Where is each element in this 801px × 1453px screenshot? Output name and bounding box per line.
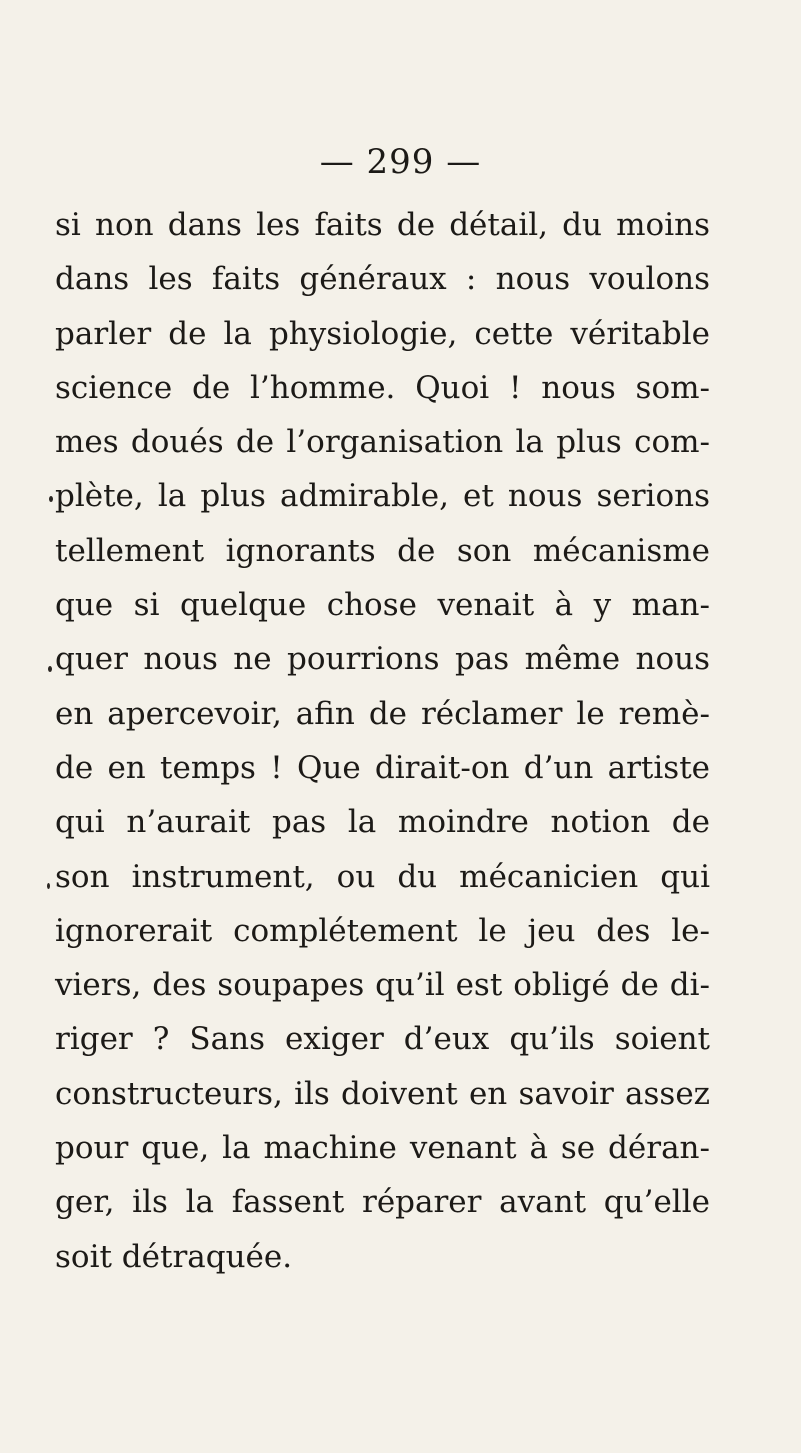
text-line: que si quelque chose venait à y man- [55,587,710,624]
print-speck [48,666,52,672]
text-line: qui n’aurait pas la moindre notion de [55,804,710,841]
text-line: tellement ignorants de son mécanisme [55,532,710,569]
print-speck [47,883,50,889]
text-line: de en temps ! Que dirait-on d’un artiste [55,749,710,786]
body-text [55,198,710,1284]
text-line: dans les faits généraux : nous voulons [55,261,710,298]
page-number: — 299 — [319,142,482,182]
text-line: si non dans les faits de détail, du moins [55,207,710,243]
text-line: science de l’homme. Quoi ! nous som- [55,369,710,406]
text-line: parler de la physiologie, cette véritable [55,315,710,352]
text-line: quer nous ne pourrions pas même nous [55,641,710,678]
text-line: riger ? Sans exiger d’eux qu’ils soient [55,1021,710,1058]
print-speck [49,496,53,502]
text-line: ignorerait complétement le jeu des le- [55,912,710,949]
text-line: plète, la plus admirable, et nous serions [55,478,710,515]
text-line: ger, ils la fassent réparer avant qu’elle [55,1184,710,1221]
text-line: constructeurs, ils doivent en savoir assez [55,1075,710,1112]
text-line: mes doués de l’organisation la plus com- [55,424,710,461]
text-line: son instrument, ou du mécanicien qui [55,858,710,895]
text-line: en apercevoir, afin de réclamer le remè- [55,695,710,732]
text-line: soit détraquée. [55,1238,293,1275]
text-line: pour que, la machine venant à se déran- [55,1130,710,1167]
text-line: viers, des soupapes qu’il est obligé de di- [55,967,710,1004]
